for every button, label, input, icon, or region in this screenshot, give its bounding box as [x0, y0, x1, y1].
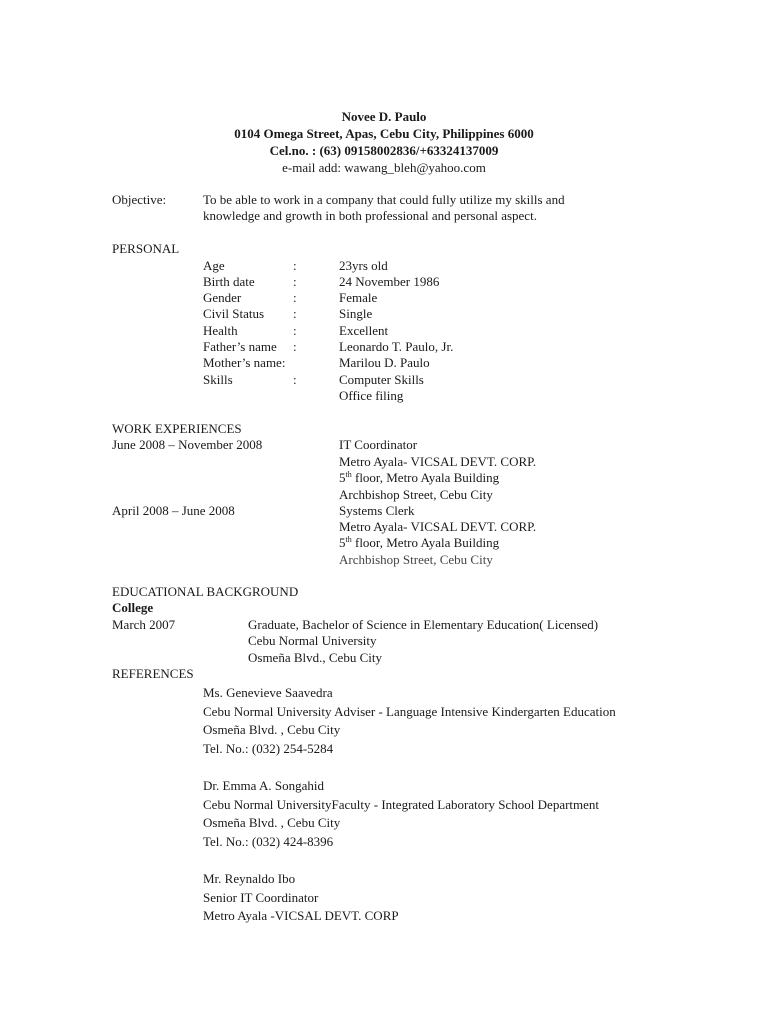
education-address: Osmeña Blvd., Cebu City: [248, 650, 382, 665]
job-floor: [339, 535, 499, 551]
job-street: Archbishop Street, Cebu City: [339, 487, 493, 502]
job-company: Metro Ayala- VICSAL DEVT. CORP.: [339, 454, 537, 469]
work-heading: WORK EXPERIENCES: [112, 421, 242, 436]
job-floor-number: 5: [339, 535, 346, 550]
applicant-phone: Cel.no. : (63) 09158002836/+63324137009: [269, 143, 499, 158]
personal-label: Health: [203, 323, 238, 338]
applicant-address: 0104 Omega Street, Apas, Cebu City, Philippines 6000: [234, 126, 534, 141]
personal-skills-extra: Office filing: [339, 388, 404, 403]
personal-value: Computer Skills: [339, 372, 424, 387]
education-school: Cebu Normal University: [248, 633, 377, 648]
education-heading: EDUCATIONAL BACKGROUND: [112, 584, 299, 599]
personal-value: Marilou D. Paulo: [339, 355, 430, 370]
personal-label: Age: [203, 258, 225, 273]
personal-label: Skills: [203, 372, 233, 387]
personal-value: 23yrs old: [339, 258, 388, 273]
reference-name: Ms. Genevieve Saavedra: [203, 685, 333, 700]
job-floor-text: floor, Metro Ayala Building: [351, 470, 500, 485]
personal-separator: :: [293, 258, 297, 273]
applicant-name: Novee D. Paulo: [341, 109, 427, 124]
reference-name: Mr. Reynaldo Ibo: [203, 871, 296, 886]
applicant-email: e-mail add: wawang_bleh@yahoo.com: [282, 160, 486, 175]
personal-separator: :: [293, 372, 297, 387]
personal-label: Gender: [203, 290, 242, 305]
personal-separator: :: [293, 290, 297, 305]
education-date: March 2007: [112, 617, 176, 632]
objective-text-line2: knowledge and growth in both professional and personal aspect.: [203, 208, 537, 223]
personal-label: Birth date: [203, 274, 255, 289]
reference-tel: Tel. No.: (032) 254-5284: [203, 741, 334, 756]
reference-name: Dr. Emma A. Songahid: [203, 778, 324, 793]
job-company: Metro Ayala- VICSAL DEVT. CORP.: [339, 519, 537, 534]
personal-separator: :: [293, 339, 297, 354]
reference-position: Cebu Normal University Adviser - Language Intensive Kindergarten Education: [203, 704, 616, 719]
personal-label: Father’s name: [203, 339, 277, 354]
reference-position: Cebu Normal UniversityFaculty - Integrated Laboratory School Department: [203, 797, 600, 812]
job-floor-text: floor, Metro Ayala Building: [351, 535, 500, 550]
job-period: June 2008 – November 2008: [112, 437, 263, 452]
job-period: April 2008 – June 2008: [112, 503, 235, 518]
education-level: College: [112, 600, 154, 615]
job-street: Archbishop Street, Cebu City: [339, 552, 493, 567]
personal-value: Female: [339, 290, 378, 305]
reference-position: Senior IT Coordinator: [203, 890, 319, 905]
reference-address: Osmeña Blvd. , Cebu City: [203, 722, 341, 737]
job-title: IT Coordinator: [339, 437, 418, 452]
personal-value: 24 November 1986: [339, 274, 440, 289]
personal-label: Civil Status: [203, 306, 265, 321]
reference-tel: Tel. No.: (032) 424-8396: [203, 834, 334, 849]
personal-value: Single: [339, 306, 373, 321]
reference-company: Metro Ayala -VICSAL DEVT. CORP: [203, 908, 399, 923]
objective-label: Objective:: [112, 192, 167, 207]
references-heading: REFERENCES: [112, 666, 194, 681]
job-floor-suffix: th: [345, 535, 352, 544]
job-floor-suffix: th: [345, 470, 352, 479]
personal-separator: :: [293, 323, 297, 338]
personal-value: Excellent: [339, 323, 389, 338]
personal-heading: PERSONAL: [112, 241, 180, 256]
job-floor-number: 5: [339, 470, 346, 485]
personal-separator: :: [293, 306, 297, 321]
personal-value: Leonardo T. Paulo, Jr.: [339, 339, 454, 354]
personal-label: Mother’s name:: [203, 355, 286, 370]
objective-text-line1: To be able to work in a company that could fully utilize my skills and: [203, 192, 565, 207]
personal-separator: :: [293, 274, 297, 289]
job-title: Systems Clerk: [339, 503, 415, 518]
education-degree: Graduate, Bachelor of Science in Elementary Education( Licensed): [248, 617, 599, 632]
job-floor: [339, 470, 499, 486]
reference-address: Osmeña Blvd. , Cebu City: [203, 815, 341, 830]
